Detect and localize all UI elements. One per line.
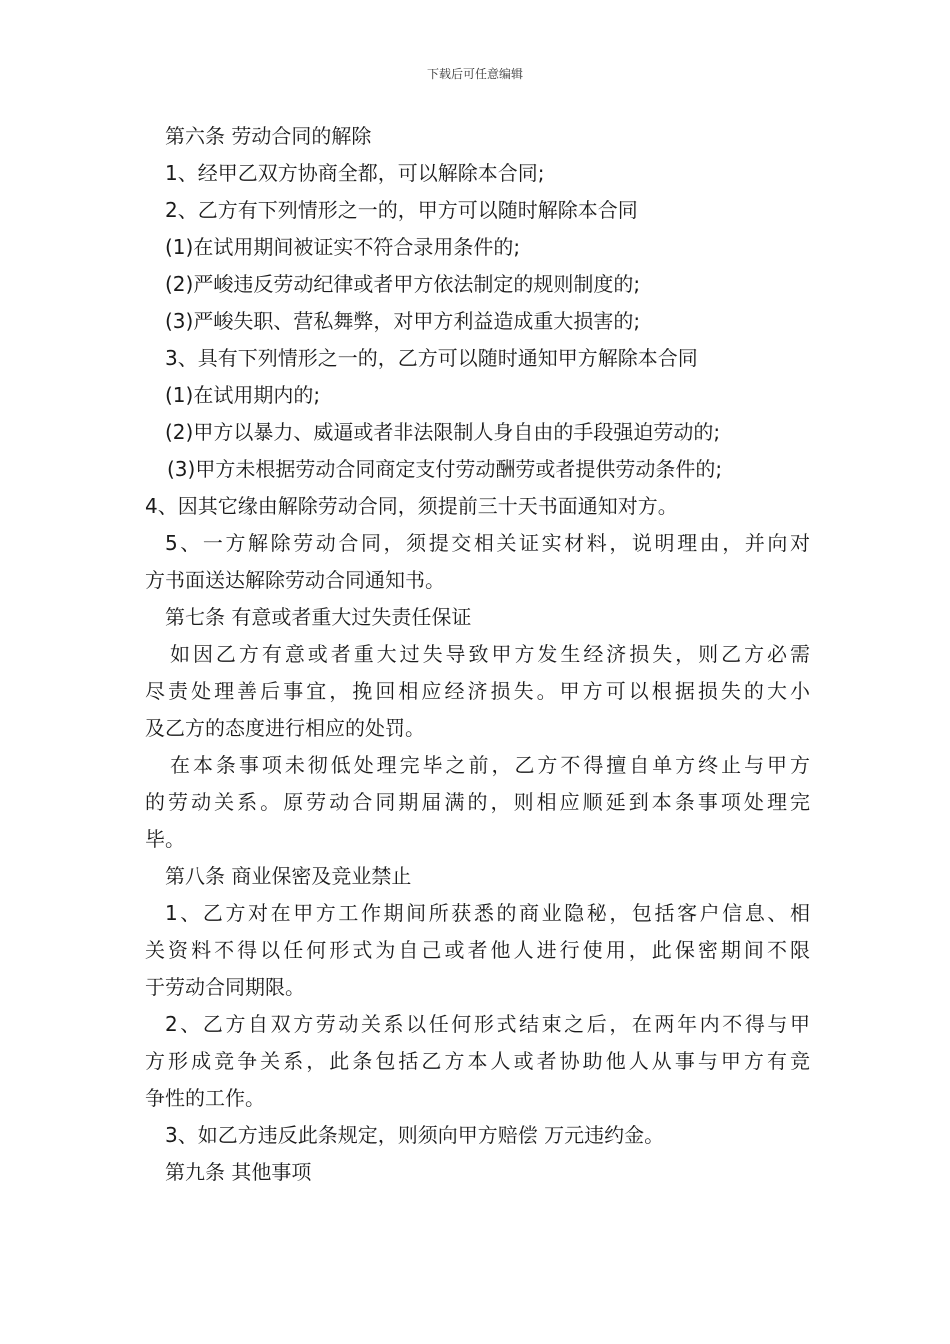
paragraph-line: (3)甲方未根据劳动合同商定支付劳动酬劳或者提供劳动条件的; xyxy=(167,457,723,481)
paragraph-line: 4、因其它缘由解除劳动合同，须提前三十天书面通知对方。 xyxy=(145,494,678,518)
article-8-heading: 第八条 商业保密及竞业禁止 xyxy=(165,864,412,888)
paragraph-line: 1、乙方对在甲方工作期间所获悉的商业隐秘，包括客户信息、相 xyxy=(165,901,810,925)
document-body xyxy=(145,118,810,1191)
paragraph-line: (2)甲方以暴力、威逼或者非法限制人身自由的手段强迫劳动的; xyxy=(165,420,721,444)
page-header: 下载后可任意编辑 xyxy=(426,67,523,81)
article-9-heading: 第九条 其他事项 xyxy=(165,1160,312,1184)
paragraph-line: 3、具有下列情形之一的，乙方可以随时通知甲方解除本合同 xyxy=(165,346,698,370)
paragraph-line: 于劳动合同期限。 xyxy=(145,975,305,999)
paragraph-line: 2、乙方自双方劳动关系以任何形式结束之后，在两年内不得与甲 xyxy=(165,1012,810,1036)
article-7-heading: 第七条 有意或者重大过失责任保证 xyxy=(165,605,472,629)
paragraph-line: 1、经甲乙双方协商全都，可以解除本合同; xyxy=(165,161,545,185)
paragraph-line: 毕。 xyxy=(145,827,185,851)
article-6-heading: 第六条 劳动合同的解除 xyxy=(165,124,372,148)
paragraph-line: 方书面送达解除劳动合同通知书。 xyxy=(145,568,445,592)
paragraph-line: 3、如乙方违反此条规定，则须向甲方赔偿 万元违约金。 xyxy=(165,1123,665,1147)
paragraph-line: (1)在试用期内的; xyxy=(165,383,321,407)
paragraph-line: 在本条事项未彻低处理完毕之前，乙方不得擅自单方终止与甲方 xyxy=(170,753,810,777)
paragraph-line: 关资料不得以任何形式为自己或者他人进行使用，此保密期间不限 xyxy=(145,938,810,962)
paragraph-line: 2、乙方有下列情形之一的，甲方可以随时解除本合同 xyxy=(165,198,638,222)
paragraph-line: 争性的工作。 xyxy=(145,1086,265,1110)
paragraph-line: 尽责处理善后事宜，挽回相应经济损失。甲方可以根据损失的大小 xyxy=(145,679,810,703)
paragraph-line: (3)严峻失职、营私舞弊，对甲方利益造成重大损害的; xyxy=(165,309,641,333)
paragraph-line: 如因乙方有意或者重大过失导致甲方发生经济损失，则乙方必需 xyxy=(170,642,810,666)
paragraph-line: (2)严峻违反劳动纪律或者甲方依法制定的规则制度的; xyxy=(165,272,641,296)
paragraph-line: 5、一方解除劳动合同，须提交相关证实材料，说明理由，并向对 xyxy=(165,531,810,555)
paragraph-line: (1)在试用期间被证实不符合录用条件的; xyxy=(165,235,521,259)
paragraph-line: 的劳动关系。原劳动合同期届满的，则相应顺延到本条事项处理完 xyxy=(145,790,810,814)
paragraph-line: 及乙方的态度进行相应的处罚。 xyxy=(145,716,425,740)
paragraph-line: 方形成竞争关系，此条包括乙方本人或者协助他人从事与甲方有竞 xyxy=(145,1049,810,1073)
